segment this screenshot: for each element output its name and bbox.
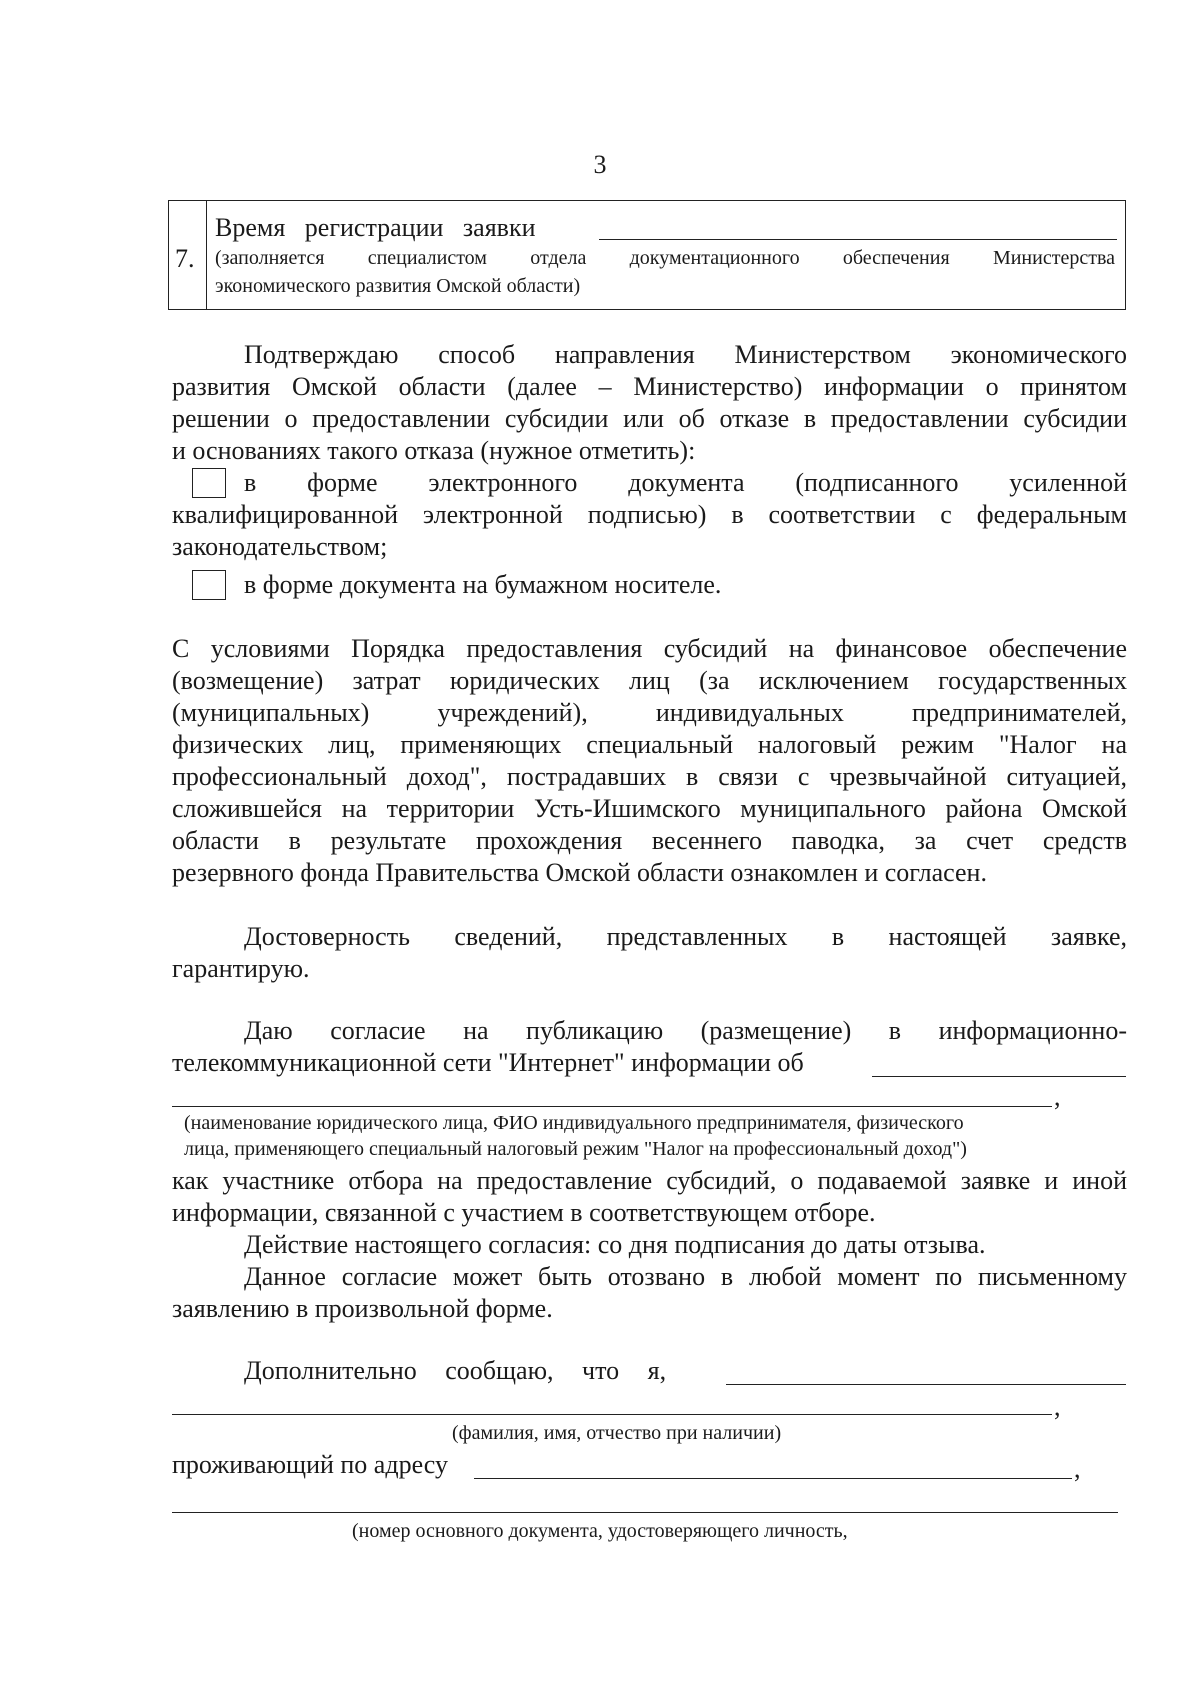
conditions-line-3: (муниципальных) учреждений), индивидуальных предпринимателей, (172, 698, 1127, 727)
option-electronic-line2: квалифицированной электронной подписью) в соответствии с федеральным (172, 500, 1127, 529)
consent-line-4: информации, связанной с участием в соответствующем отборе. (172, 1198, 876, 1227)
conditions-line-6: сложившейся на территории Усть-Ишимского муниципального района Омской (172, 794, 1127, 823)
confirm-line-1: Подтверждаю способ направления Министерством экономического (244, 340, 1127, 369)
registration-time-row (168, 200, 1126, 310)
conditions-line-8: резервного фонда Правительства Омской области ознакомлен и согласен. (172, 858, 987, 887)
confirm-line-2: развития Омской области (далее – Министерство) информации о принятом (172, 372, 1127, 401)
consent-note-line1: (наименование юридического лица, ФИО индивидуального предпринимателя, физического (184, 1112, 964, 1134)
reliability-line-2: гарантирую. (172, 954, 310, 983)
row-title: Время регистрации заявки (215, 213, 536, 242)
consent-info-field-continued[interactable] (172, 1106, 1052, 1107)
checkbox-paper[interactable] (192, 570, 226, 600)
option-electronic-line3: законодательством; (172, 532, 388, 561)
reliability-line-1: Достоверность сведений, представленных в настоящей заявке, (244, 922, 1127, 951)
conditions-line-4: физических лиц, применяющих специальный налоговый режим "Налог на (172, 730, 1127, 759)
conditions-line-2: (возмещение) затрат юридических лиц (за исключением государственных (172, 666, 1127, 695)
fio-field[interactable] (726, 1384, 1126, 1385)
consent-note-line2: лица, применяющего специальный налоговый режим "Налог на профессиональный доход") (184, 1138, 967, 1160)
page-number: 3 (593, 150, 607, 179)
checkbox-electronic[interactable] (192, 468, 226, 498)
document-number-note: (номер основного документа, удостоверяющего личность, (352, 1520, 848, 1542)
row-note-line1: (заполняется специалистом отдела документационного обеспечения Министерства (215, 247, 1115, 269)
consent-line-3: как участнике отбора на предоставление субсидий, о подаваемой заявке и иной (172, 1166, 1127, 1195)
consent-line-2: телекоммуникационной сети "Интернет" информации об (172, 1048, 804, 1077)
row-number: 7. (175, 244, 195, 273)
conditions-line-5: профессиональный доход", пострадавших в связи с чрезвычайной ситуацией, (172, 762, 1127, 791)
address-field[interactable] (474, 1478, 1072, 1479)
document-number-field[interactable] (172, 1512, 1118, 1513)
consent-comma: , (1054, 1082, 1061, 1111)
consent-line-7: заявлению в произвольной форме. (172, 1294, 553, 1323)
consent-line-1: Даю согласие на публикацию (размещение) в информационно- (244, 1016, 1127, 1045)
row-number-cell (169, 201, 207, 309)
row-note-line2: экономического развития Омской области) (215, 275, 581, 297)
consent-line-6: Данное согласие может быть отозвано в любой момент по письменному (244, 1262, 1127, 1291)
consent-info-field[interactable] (872, 1076, 1126, 1077)
option-paper: в форме документа на бумажном носителе. (244, 570, 722, 599)
fio-note: (фамилия, имя, отчество при наличии) (452, 1422, 782, 1444)
address-label: проживающий по адресу (172, 1450, 448, 1479)
conditions-line-7: области в результате прохождения весеннего паводка, за счет средств (172, 826, 1127, 855)
option-electronic-line1: в форме электронного документа (подписанного усиленной (244, 468, 1127, 497)
additional-line-1: Дополнительно сообщаю, что я, (244, 1356, 667, 1385)
fio-field-continued[interactable] (172, 1414, 1052, 1415)
confirm-line-3: решении о предоставлении субсидии или об отказе в предоставлении субсидии (172, 404, 1127, 433)
fio-comma: , (1054, 1392, 1061, 1421)
registration-time-field[interactable] (599, 239, 1117, 240)
consent-line-5: Действие настоящего согласия: со дня подписания до даты отзыва. (244, 1230, 986, 1259)
address-comma: , (1074, 1454, 1081, 1483)
conditions-line-1: С условиями Порядка предоставления субсидий на финансовое обеспечение (172, 634, 1127, 663)
confirm-line-4: и основаниях такого отказа (нужное отметить): (172, 436, 696, 465)
